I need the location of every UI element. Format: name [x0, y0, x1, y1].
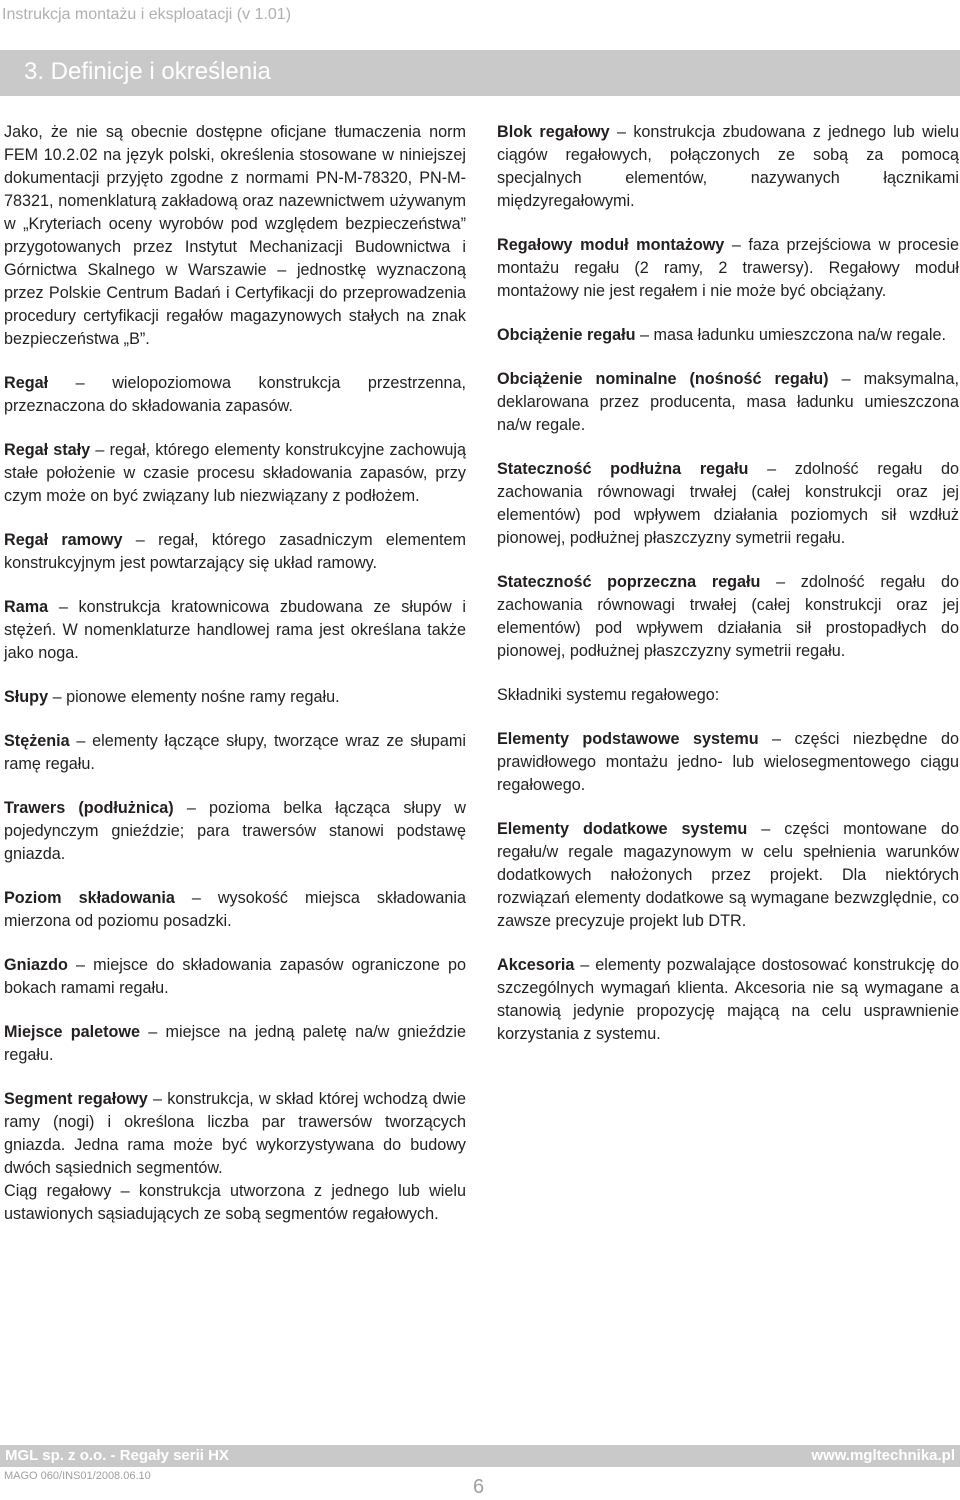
definition-text: Ciąg regałowy – konstrukcja utworzona z jednego lub wielu ustawionych sąsiadujących ze sobą segmentów regałowych.: [4, 1182, 466, 1223]
footer-website: www.mgltechnika.pl: [811, 1447, 955, 1464]
definition-term: Obciążenie nominalne (nośność regału): [497, 370, 829, 388]
definition-text: – miejsce na jedną paletę na/w gnieździe regału.: [4, 1023, 466, 1064]
definition-paragraph: [4, 596, 466, 665]
definition-text: – regał, którego elementy konstrukcyjne zachowują stałe położenie w czasie procesu składowania zapasów, przy czym może on być związany lub niezwiązany z podłożem.: [4, 441, 467, 505]
definition-term: Regał: [4, 374, 49, 392]
definition-term: Miejsce paletowe: [4, 1023, 141, 1041]
right-text-column: [497, 121, 959, 1067]
definition-text: – części niezbędne do prawidłowego montażu jedno- lub wielosegmentowego ciągu regałowego.: [497, 730, 959, 794]
definition-text: – miejsce do składowania zapasów ograniczone po bokach ramami regału.: [4, 956, 466, 997]
definition-text: – pionowe elementy nośne ramy regału.: [48, 688, 340, 706]
definition-paragraph: [4, 954, 466, 1000]
definition-paragraph: [4, 686, 466, 709]
definition-text: – pozioma belka łącząca słupy w pojedynczym gnieździe; para trawersów stanowi podstawę gniazda.: [4, 799, 466, 863]
definition-text: – konstrukcja, w skład której wchodzą dwie ramy (nogi) i określona liczba par trawersów tworzących gniazda. Jedna rama może być wykorzystywana do budowy dwóch sąsiednich segmentów.: [4, 1090, 466, 1177]
definition-term: Trawers (podłużnica): [4, 799, 174, 817]
definition-text: – zdolność regału do zachowania równowagi trwałej (całej konstrukcji oraz jej elementów) pod wpływem działania sił prostopadłych do pionowej, podłużnej płaszczyzny symetrii regału.: [497, 573, 959, 660]
definition-term: Elementy dodatkowe systemu: [497, 820, 748, 838]
definition-text: – elementy pozwalające dostosować konstrukcję do szczególnych wymagań klienta. Akcesoria nie są wymagane a stanowią jedynie propozycję mającą na celu usprawnienie korzystania z systemu.: [497, 956, 959, 1043]
definition-text: – konstrukcja kratownicowa zbudowana ze słupów i stężeń. W nomenklaturze handlowej rama jest określana także jako noga.: [4, 598, 466, 662]
definition-term: Segment regałowy: [4, 1090, 148, 1108]
definition-text: – maksymalna, deklarowana przez producenta, masa ładunku umieszczona na/w regale.: [497, 370, 959, 434]
definition-paragraph: [497, 458, 959, 550]
definition-paragraph: [4, 529, 466, 575]
definition-paragraph: [4, 797, 466, 866]
definition-term: Blok regałowy: [497, 123, 610, 141]
definition-paragraph: [4, 1088, 466, 1180]
definition-paragraph: [497, 571, 959, 663]
section-title: 3. Definicje i określenia: [24, 58, 271, 85]
definition-term: Akcesoria: [497, 956, 575, 974]
definition-term: Regałowy moduł montażowy: [497, 236, 725, 254]
definition-paragraph: [4, 121, 466, 351]
definition-paragraph: [4, 1180, 466, 1226]
definition-text: Jako, że nie są obecnie dostępne oficjane tłumaczenia norm FEM 10.2.02 na język polski, określenia stosowane w niniejszej dokumentacji przyjęto zgodne z normami PN-M-78320, PN-M-78321, nomenklaturą zakładową oraz nazewnictwem używanym w „Kryteriach oceny wyrobów pod względem bezpieczeństwa” przygotowanych przez Instytut Mechanizacji Budownictwa i Górnictwa Skalnego w Warszawie – jednostkę wyznaczoną przez Polskie Centrum Badań i Certyfikacji do przeprowadzenia procedury certyfikacji regałów magazynowych stałych na znak bezpieczeństwa „B”.: [4, 123, 466, 348]
section-title-bar: [0, 50, 960, 96]
definition-text: – konstrukcja zbudowana z jednego lub wielu ciągów regałowych, połączonych ze sobą za pomocą specjalnych elementów, nazywanych łącznikami międzyregałowymi.: [497, 123, 959, 210]
definition-text: – faza przejściowa w procesie montażu regału (2 ramy, 2 trawersy). Regałowy moduł montażowy nie jest regałem i nie może być obciążany.: [497, 236, 959, 300]
definition-paragraph: [497, 324, 959, 347]
definition-paragraph: [497, 728, 959, 797]
definition-term: Rama: [4, 598, 49, 616]
definition-paragraph: [497, 954, 959, 1046]
definition-paragraph: [4, 730, 466, 776]
footer-bar: [0, 1445, 960, 1467]
definition-text: – regał, którego zasadniczym elementem konstrukcyjnym jest powtarzający się układ ramowy.: [4, 531, 466, 572]
definition-term: Słupy: [4, 688, 49, 706]
definition-paragraph: [497, 684, 959, 707]
definition-term: Elementy podstawowe systemu: [497, 730, 759, 748]
definition-text: – zdolność regału do zachowania równowagi trwałej (całej konstrukcji oraz jej elementów) pod wpływem działania poziomych sił wzdłuż pionowej, podłużnej płaszczyzny symetrii regału.: [497, 460, 959, 547]
definition-term: Stateczność podłużna regału: [497, 460, 749, 478]
definition-text: – części montowane do regału/w regale magazynowym w celu spełnienia warunków dodatkowych nałożonych przez projekt. Dla niektórych rozwiązań elementy dodatkowe są wymagane bezwzględnie, co zawsze precyzuje projekt lub DTR.: [497, 820, 959, 930]
definition-term: Regał ramowy: [4, 531, 123, 549]
left-text-column: [4, 121, 466, 1247]
definition-paragraph: [497, 121, 959, 213]
footer-company: MGL sp. z o.o. - Regały serii HX: [5, 1447, 229, 1464]
definition-text: – elementy łączące słupy, tworzące wraz ze słupami ramę regału.: [4, 732, 466, 773]
definition-term: Gniazdo: [4, 956, 68, 974]
definition-paragraph: [4, 887, 466, 933]
definition-paragraph: [4, 1021, 466, 1067]
document-code: MAGO 060/INS01/2008.06.10: [4, 1470, 151, 1482]
definition-paragraph: [497, 234, 959, 303]
definition-paragraph: [4, 439, 466, 508]
definition-paragraph: [497, 368, 959, 437]
definition-paragraph: [497, 818, 959, 933]
definition-text: – wysokość miejsca składowania mierzona od poziomu posadzki.: [4, 889, 466, 930]
definition-term: Stężenia: [4, 732, 70, 750]
definition-term: Regał stały: [4, 441, 91, 459]
document-header-title: Instrukcja montażu i eksploatacji (v 1.01): [2, 6, 292, 23]
definition-term: Obciążenie regału: [497, 326, 636, 344]
definition-term: Stateczność poprzeczna regału: [497, 573, 761, 591]
definition-paragraph: [4, 372, 466, 418]
definition-text: – wielopoziomowa konstrukcja przestrzenna, przeznaczona do składowania zapasów.: [4, 374, 466, 415]
definition-text: – masa ładunku umieszczona na/w regale.: [635, 326, 946, 344]
definition-text: Składniki systemu regałowego:: [497, 686, 720, 704]
definition-term: Poziom składowania: [4, 889, 175, 907]
page-number: 6: [473, 1476, 485, 1498]
